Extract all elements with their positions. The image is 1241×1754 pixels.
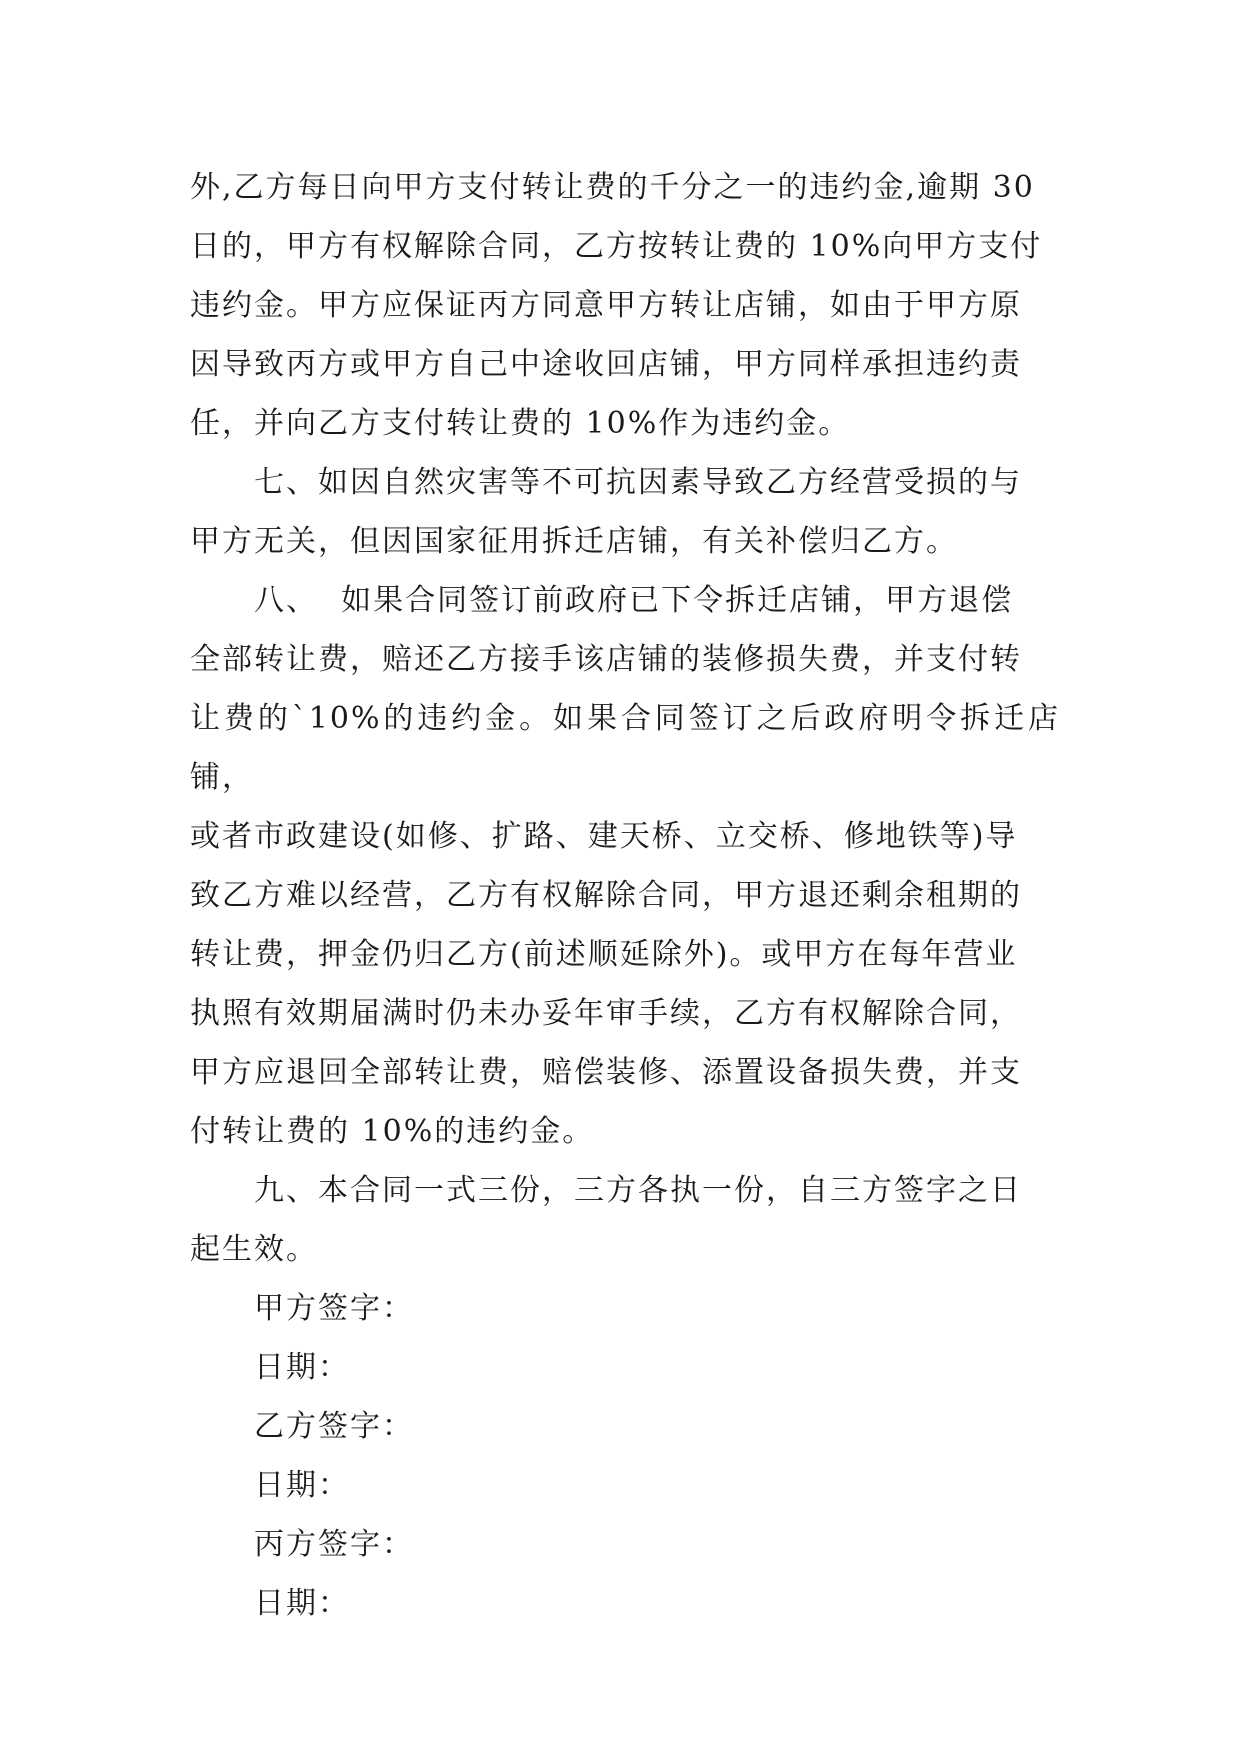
party-a-signature-label: 甲方签字： [254,1291,414,1326]
text-line: 转让费，押金仍归乙方(前述顺延除外)。或甲方在每年营业 [190,937,1018,972]
text-line: 甲方无关，但因国家征用拆迁店铺，有关补偿归乙方。 [190,524,958,559]
text-line: 甲方应退回全部转让费，赔偿装修、添置设备损失费，并支 [190,1055,1022,1090]
paragraph-clause-9 [190,1161,1060,1279]
text-line: 执照有效期届满时仍未办妥年审手续，乙方有权解除合同， [190,996,1022,1031]
text-line: 因导致丙方或甲方自己中途收回店铺，甲方同样承担违约责 [190,347,1022,382]
text-line: 起生效。 [190,1232,318,1267]
text-line: 付转让费的 10%的违约金。 [190,1114,595,1149]
party-c-date-label: 日期： [254,1586,350,1621]
text-line: 全部转让费，赔还乙方接手该店铺的装修损失费，并支付转 [190,642,1022,677]
text-line: 七、如因自然灾害等不可抗因素导致乙方经营受损的与 [254,465,1022,500]
signature-block [190,1279,1060,1633]
text-line: 或者市政建设(如修、扩路、建天桥、立交桥、修地铁等)导 [190,819,1018,854]
paragraph-clause-8 [190,571,1060,1161]
party-a-date-label: 日期： [254,1350,350,1385]
text-line: 日的，甲方有权解除合同，乙方按转让费的 10%向甲方支付 [190,229,1043,264]
text-line: 致乙方难以经营，乙方有权解除合同，甲方退还剩余租期的 [190,878,1022,913]
paragraph-continuation [190,158,1060,453]
text-line: 违约金。甲方应保证丙方同意甲方转让店铺，如由于甲方原 [190,288,1022,323]
text-line: 八、 如果合同签订前政府已下令拆迁店铺，甲方退偿 [254,583,1014,618]
party-b-date-label: 日期： [254,1468,350,1503]
party-c-signature-label: 丙方签字： [254,1527,414,1562]
text-line: 九、本合同一式三份，三方各执一份，自三方签字之日 [254,1173,1022,1208]
contract-body [190,158,1060,1633]
party-b-signature-label: 乙方签字： [254,1409,414,1444]
text-line: 任，并向乙方支付转让费的 10%作为违约金。 [190,406,851,441]
text-line: 让费的`10%的违约金。如果合同签订之后政府明令拆迁店铺， [190,701,1060,795]
text-line: 外,乙方每日向甲方支付转让费的千分之一的违约金,逾期 30 [190,170,1035,205]
paragraph-clause-7 [190,453,1060,571]
